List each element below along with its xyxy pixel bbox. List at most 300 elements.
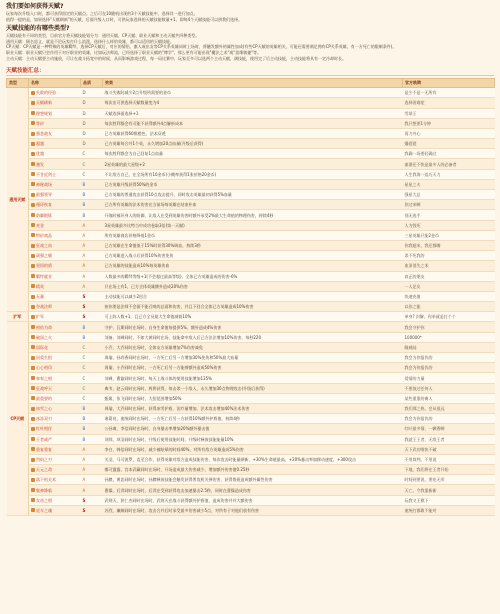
talent-name-text: 精英: [36, 283, 44, 289]
cell-talent-name: [29, 220, 81, 230]
table-row: [7, 342, 495, 352]
cell-sign: 我确一场要轻确过: [403, 149, 495, 159]
talent-name-text: 不甘近剑士: [36, 171, 56, 177]
cell-talent-name: [29, 444, 81, 454]
cell-effect: 只在场上有1，已方全体英雄额外造成20%伤害: [103, 281, 403, 291]
cell-effect: 关羽，马可波罗，直至合作，获得英雄对敌方造成技能伤害，每次攻击时能量刷新，+30%生命值最高，+20%暴击率加移动速度，+300攻击: [103, 454, 403, 464]
cell-sign: 天亡。令我重新新: [403, 485, 495, 495]
cell-sign: 玩我又王棋下: [403, 495, 495, 505]
talent-icon: [31, 233, 35, 237]
table-row: [7, 505, 495, 515]
cell-talent-name: [29, 383, 81, 393]
cell-talent-name: [29, 291, 81, 301]
cell-grade: A: [81, 444, 103, 454]
cell-effect: 已方英雄的普通攻击获得10点攻击提升，同时攻击英雄最初获得5%血量: [103, 190, 403, 200]
cell-grade: B: [81, 424, 103, 434]
cell-sign: 我会为你报仇的: [403, 363, 495, 373]
cell-effect: 已方英雄升级获得50%的金币: [103, 179, 403, 189]
talent-name-text: 虎车之魂: [36, 507, 52, 513]
cell-type: 扩军: [7, 312, 29, 322]
cell-grade: B: [81, 414, 103, 424]
cell-grade: A: [81, 251, 103, 261]
cell-effect: 人数最多的羁绊等级+1(不会超过最高等级)，全体已方英雄造成的伤害-6%: [103, 271, 403, 281]
talent-icon: [31, 162, 35, 166]
cell-talent-name: [29, 98, 81, 108]
talent-name-text: 相依为命: [36, 324, 52, 330]
cell-talent-name: [29, 454, 81, 464]
table-row: [7, 465, 495, 475]
cell-effect: 可上阵人数+1，且已方全员最大生命值减低10%: [103, 312, 403, 322]
talent-name-text: 狂战呼天: [36, 385, 52, 391]
talent-name-text: 循环恢复: [36, 202, 52, 208]
cell-sign: 天下武功唯快不破: [403, 444, 495, 454]
cell-effect: 按你要是法师不会面不能召唤的总面和伤害，并且下回合全体已方英雄造成10%伤害: [103, 302, 403, 312]
talent-icon: [31, 223, 35, 227]
cell-talent-name: [29, 149, 81, 159]
cell-sign: 爆裂裂: [403, 139, 495, 149]
talent-name-text: 最强领导: [36, 192, 52, 198]
cell-talent-name: [29, 159, 81, 169]
table-header-row: [7, 79, 495, 88]
cell-type: 通用天赋: [7, 88, 29, 312]
cell-talent-name: [29, 139, 81, 149]
talent-icon: [31, 396, 35, 400]
cell-grade: B: [81, 403, 103, 413]
talent-name-text: 夺战法师: [36, 304, 52, 310]
table-row: [7, 302, 495, 312]
cell-talent-name: [29, 424, 81, 434]
cell-sign: 我就王王者，无敌王者: [403, 434, 495, 444]
talent-name-text: 优越: [36, 151, 44, 157]
table-row: [7, 108, 495, 118]
talent-icon: [31, 478, 35, 482]
cell-effect: 周瑜，大乔同时在场时，获得冰雪护盾，治疗量增加，法术攻击增加40%法术伤害: [103, 403, 403, 413]
table-row: [7, 383, 495, 393]
cell-grade: A: [81, 240, 103, 250]
cell-sign: 星星之火: [403, 179, 495, 189]
table-row: [7, 128, 495, 138]
cell-effect: 天赋选择面选择+1: [103, 108, 403, 118]
cell-talent-name: [29, 403, 81, 413]
cell-sign: 下地，我们将在王者开始: [403, 465, 495, 475]
table-row: [7, 485, 495, 495]
talent-name-text: 落下机关术: [36, 477, 56, 483]
table-row: [7, 322, 495, 332]
talent-name-text: 天元之命: [36, 467, 52, 473]
talent-icon: [31, 284, 35, 288]
cell-grade: B: [81, 179, 103, 189]
talent-icon: [31, 356, 35, 360]
talent-name-text: 特价商品: [36, 232, 52, 238]
q2-title: 天赋技能的有哪些类型?: [6, 25, 70, 33]
cell-effect: 公孙离，李信同时在场时，自身暴击率增加20%额外暴击值: [103, 424, 403, 434]
talent-icon: [31, 203, 35, 207]
talent-icon: [31, 172, 35, 176]
cell-effect: 娜可露露，宫本武藏同时在场时，开场造成最大伤害减少，增加额外伤害值0.25秒: [103, 465, 403, 475]
talent-icon: [31, 121, 35, 125]
cell-grade: A: [81, 271, 103, 281]
table-row: [7, 261, 495, 271]
q1-line: 玩家每次升级入口时，都可获得固定的天赋点。之后可在10随机出现的3个天赋技能中，选择其一进行加点。: [6, 11, 198, 16]
talent-name-text: 坚固的盾: [36, 263, 52, 269]
q2-line: 主动天赋：主动天赋要主动施放，可让在战斗拓宽中的时候，从而影响游戏过程，每一局比赛中，玩家至多可以选两个主动天赋，满技能，使用完了后主动技能，主动技能将具有一定冷却时长。: [6, 55, 346, 61]
talent-name-text: 理想规划: [36, 110, 52, 116]
talent-icon: [31, 508, 35, 512]
col-header-sign: 官方轶稗: [403, 79, 495, 88]
cell-grade: A: [81, 465, 103, 475]
cell-sign: 一人足矣: [403, 281, 495, 291]
cell-sign: 真正的朋友: [403, 271, 495, 281]
cell-grade: A: [81, 230, 103, 240]
cell-sign: 某些重重的离人: [403, 393, 495, 403]
talent-name-text: 最重要的: [36, 395, 52, 401]
table-row: [7, 88, 495, 98]
cell-sign: 杀不死我的: [403, 251, 495, 261]
table-row: [7, 98, 495, 108]
talent-name-text: 冰冻双刃: [36, 416, 52, 422]
intro-section: [0, 0, 500, 61]
table-row: [7, 403, 495, 413]
cell-talent-name: [29, 190, 81, 200]
cell-sign: 眼观陆: [403, 342, 495, 352]
cell-sign: 爱情的力量: [403, 373, 495, 383]
cell-type: CP天赋: [7, 322, 29, 516]
talent-name-text: 破国之火: [36, 334, 52, 340]
cell-grade: D: [81, 88, 103, 98]
cell-sign: 我只想要1分钟: [403, 118, 495, 128]
table-row: [7, 251, 495, 261]
cell-talent-name: [29, 485, 81, 495]
table-row: [7, 230, 495, 240]
cell-effect: 刘禅，曹叡同时在场时，每天上战斗体的使用技能增加135%: [103, 373, 403, 383]
cell-effect: 已方英雄获得60维橙色，法术穿透: [103, 128, 403, 138]
table-row: [7, 495, 495, 505]
cell-talent-name: [29, 261, 81, 271]
cell-sign: 不要放过任何人: [403, 383, 495, 393]
cell-sign: 单身? 封解，你单就是打个个: [403, 312, 495, 322]
cell-effect: 每次胜利都会有可能不获得额外4点解析成本: [103, 118, 403, 128]
col-header-grade: 品质: [81, 79, 103, 88]
talent-name-text: 天赋刷新: [36, 100, 52, 106]
q2-line: 通用天赋：顾名思义，就是不论玩家打什么流派，选择什么样的英雄，都可以适用的天赋技能。: [6, 38, 174, 44]
cell-talent-name: [29, 179, 81, 189]
cell-effect: 曹操，后羿同时在场时，后羿在受到获得攻击加速暴击2.5秒，同时在曹操造成伤害: [103, 485, 403, 495]
talent-icon: [31, 111, 35, 115]
cell-grade: B: [81, 322, 103, 332]
cell-effect: 已方所有英雄的法术伤害在当前场每英雄在结束补血: [103, 200, 403, 210]
cell-grade: C: [81, 373, 103, 383]
cell-talent-name: [29, 200, 81, 210]
table-row: [7, 291, 495, 301]
cell-grade: A: [81, 261, 103, 271]
cell-sign: 别无选手: [403, 210, 495, 220]
table-row: [7, 179, 495, 189]
cell-talent-name: [29, 363, 81, 373]
talent-name-text: 扩军: [36, 314, 44, 320]
table-row: [7, 190, 495, 200]
cell-grade: C: [81, 393, 103, 403]
cell-grade: A: [81, 485, 103, 495]
cell-talent-name: [29, 322, 81, 332]
talent-table: [6, 78, 495, 516]
cell-talent-name: [29, 230, 81, 240]
cell-sign: 我们那之热，会从很远: [403, 403, 495, 413]
table-row: [7, 475, 495, 485]
cell-grade: A: [81, 454, 103, 464]
q2-line: CP天赋：CP天赋是一种特殊的英雄羁绊，选择CP天赋后，对应的情侣、旗人或出友等CP关系英雄同时上场时，将触发额外的属性加成(有些CP天赋的英雄相关，可能还需要满足拥有CP关系英雄，有一方死亡的限制条件)。: [6, 44, 397, 50]
table-row: [7, 281, 495, 291]
cell-sign: 人为钱死: [403, 220, 495, 230]
cell-talent-name: [29, 393, 81, 403]
table-row: [7, 312, 495, 322]
cell-effect: 苏烈，廉颇同时在场时，攻击合并后时承受最多伤害减少5点，对所有于对他们放有伤害: [103, 505, 403, 515]
cell-grade: A: [81, 220, 103, 230]
cell-sign: 再力外心: [403, 128, 495, 138]
table-row: [7, 434, 495, 444]
table-row: [7, 332, 495, 342]
talent-icon: [31, 254, 35, 258]
cell-sign: 时间到要说，要花无形: [403, 475, 495, 485]
talent-icon: [31, 335, 35, 339]
col-header-name: 名称: [29, 79, 81, 88]
cell-effect: 已方英雄的技能造成10%每英雄伤血: [103, 261, 403, 271]
cell-effect: 每次出可供选择天赋数量变为4: [103, 98, 403, 108]
cell-grade: D: [81, 118, 103, 128]
table-row: [7, 393, 495, 403]
cell-effect: 李白，韩信同时在场时，减少被眩晕的时间40%，对所有敌方英雄造成5%伤害: [103, 444, 403, 454]
cell-effect: 刘备，刘禅同时，不如大黄同时在场，技能命中敌人后已方法法增加10%伤害，每秒220: [103, 332, 403, 342]
talent-name-text: 重复重复: [36, 446, 52, 452]
talent-icon: [31, 132, 35, 136]
cell-grade: D: [81, 108, 103, 118]
talent-name-text: 激发: [36, 161, 44, 167]
cell-sign: 是少不是一无所有: [403, 88, 495, 98]
q1-line: 值得一提的是，如果选择"天赋刷新"的天赋，后面升级入口时，可供玩家选择的天赋技能数量+1，即每4个天赋技能可以供我们选择。: [6, 16, 243, 22]
cell-grade: B: [81, 434, 103, 444]
cell-sign: 以你之能: [403, 302, 495, 312]
talent-name-text: 狂战之血: [36, 243, 52, 249]
cell-grade: C: [81, 363, 103, 373]
cell-sign: 血条消失之术: [403, 261, 495, 271]
talent-icon: [31, 264, 35, 268]
cell-effect: 武则天，狄仁杰同时在场时，武则天在战斗获得额外护盾值，造成伤害并并大额伤害: [103, 495, 403, 505]
talent-icon: [31, 274, 35, 278]
table-row: [7, 353, 495, 363]
cell-sign: 100000*: [403, 332, 495, 342]
cell-sign: 我会守护你: [403, 322, 495, 332]
cell-effect: 已方英雄在生命值低于15%时获得30%吸血，持续3秒: [103, 240, 403, 250]
talent-icon: [31, 182, 35, 186]
cell-sign: 不用裁判，不用说: [403, 454, 495, 464]
cell-sign: 人生我海一直巧天力: [403, 169, 495, 179]
table-row: [7, 444, 495, 454]
cell-talent-name: [29, 88, 81, 98]
talent-icon: [31, 407, 35, 411]
col-header-effect: 效果: [103, 79, 403, 88]
cell-talent-name: [29, 465, 81, 475]
cell-talent-name: [29, 332, 81, 342]
talent-icon: [31, 152, 35, 156]
table-row: [7, 373, 495, 383]
talent-icon: [31, 376, 35, 380]
table-row: [7, 424, 495, 434]
cell-grade: C: [81, 353, 103, 363]
cell-talent-name: [29, 108, 81, 118]
talent-name-text: 红叶相伴: [36, 426, 52, 432]
cell-talent-name: [29, 128, 81, 138]
talent-name-text: 等价: [36, 120, 44, 126]
cell-talent-name: [29, 240, 81, 250]
cell-grade: B: [81, 200, 103, 210]
talent-name-text: 心心相印: [36, 365, 52, 371]
table-row: [7, 139, 495, 149]
talent-name-text: 无量: [36, 294, 44, 299]
cell-talent-name: [29, 169, 81, 179]
talent-name-text: 羁绊就业: [36, 273, 52, 279]
cell-grade: B: [81, 210, 103, 220]
talent-name-text: 烈焰之刃: [36, 457, 52, 462]
talent-icon: [31, 213, 35, 217]
cell-sign: 选择困难症: [403, 98, 495, 108]
cell-talent-name: [29, 414, 81, 424]
talent-icon: [31, 305, 35, 309]
talent-icon: [31, 101, 35, 105]
talent-icon: [31, 142, 35, 146]
talent-icon: [31, 295, 35, 299]
talent-icon: [31, 468, 35, 472]
cell-effect: 每次胜利都会为自己回复1点血量: [103, 149, 403, 159]
cell-effect: 不让敌方自己，在全场所有10金币(小概率获得1张价格20金币): [103, 169, 403, 179]
cell-grade: S: [81, 505, 103, 515]
talent-name-text: 奉奉之相: [36, 375, 52, 381]
table-row: [7, 271, 495, 281]
cell-talent-name: [29, 475, 81, 485]
talent-icon: [31, 437, 35, 441]
talent-icon: [31, 193, 35, 197]
table-row: [7, 159, 495, 169]
cell-sign: 庞统打都敢不能对: [403, 505, 495, 515]
cell-grade: S: [81, 312, 103, 322]
cell-effect: 所有英雄商店价格降低1金币: [103, 230, 403, 240]
q2-line: 天赋技能有不同的类型，目前官方将天赋技能划分为：通用天赋、CP天赋、职业天赋和主动天赋共四种类型。: [6, 33, 200, 39]
cell-talent-name: [29, 505, 81, 515]
table-row: [7, 210, 495, 220]
cell-grade: S: [81, 302, 103, 312]
cell-talent-name: [29, 302, 81, 312]
cell-talent-name: [29, 342, 81, 352]
talent-icon: [31, 427, 35, 431]
talent-icon: [31, 91, 35, 95]
cell-effect: 主动技能可以减少2回合: [103, 291, 403, 301]
cell-talent-name: [29, 251, 81, 261]
cell-effect: 周瑜，小乔同时在场时，一方死亡后另一方能够额外造成50%伤害: [103, 363, 403, 373]
table-row: [7, 240, 495, 250]
cell-talent-name: [29, 373, 81, 383]
section-title: 天赋技能汇总：: [6, 66, 494, 76]
cell-grade: C: [81, 149, 103, 159]
cell-talent-name: [29, 495, 81, 505]
talent-icon: [31, 447, 35, 451]
talent-name-text: 集神降临: [36, 487, 52, 493]
cell-sign: 红叶最多情，一颗香啊: [403, 424, 495, 434]
cell-effect: 3星英雄最多比特当中成功卷取3倍(第一天赋): [103, 220, 403, 230]
table-row: [7, 149, 495, 159]
cell-effect: 战斗失败时减少2点升级所需要的金币: [103, 88, 403, 98]
cell-grade: C: [81, 169, 103, 179]
talent-name-text: 因爱生恨: [36, 355, 52, 361]
cell-grade: A: [81, 281, 103, 291]
cell-grade: C: [81, 342, 103, 352]
talent-icon: [31, 498, 35, 502]
cell-effect: 2星英雄的最大星级+2: [103, 159, 403, 169]
talent-name-text: 冰雪之心: [36, 406, 52, 412]
cell-sign: 崩溃还不快是最多人的必备者: [403, 159, 495, 169]
cell-effect: 周瑜，孙尚香同时在场时，一方死亡后另一方增加30%免伤和50%最大血量: [103, 353, 403, 363]
cell-effect: 刘邦，项羽同时在场时，升级后使用技能时间，升级时释放技能能量10%: [103, 434, 403, 444]
cell-grade: A: [81, 475, 103, 485]
table-row: [7, 169, 495, 179]
cell-sign: 我会为你报仇的: [403, 414, 495, 424]
talent-icon: [31, 458, 35, 462]
cell-effect: 已方英雄进入战斗后获得10%伤害免伤: [103, 251, 403, 261]
q2-line: 职业天赋：职业天赋只会作用于对应职业的英雄，比如玩法师流，已经选择了职业天赋的"博学"，那么更有可能出现"魔法之术"或"思维敏捷"等。: [6, 49, 262, 55]
cell-grade: D: [81, 139, 103, 149]
cell-sign: 雪球王: [403, 108, 495, 118]
talent-name-text: 女帝之相: [36, 497, 52, 503]
talent-name-text: 王者威严: [36, 436, 52, 442]
cell-effect: 小乔，大乔同时在场时，全体友方英雄增加7%伤害减免: [103, 342, 403, 352]
talent-name-text: 神秘战场: [36, 181, 52, 187]
talent-name-text: 超越: [36, 141, 44, 147]
cell-effect: 孙膑，黄忠同时在场时，孙膑释放技能会触发获得普攻机关弹伤害，获得鲁班造成额外属性伤害: [103, 475, 403, 485]
talent-icon: [31, 244, 35, 248]
table-row: [7, 454, 495, 464]
cell-sign: 我会为你报仇的: [403, 353, 495, 363]
cell-effect: 守护，瓦斯同时在场时，自身生命值每提供5%，额外造成4%伤害: [103, 322, 403, 332]
talent-name-text: 强悲战友: [36, 131, 52, 136]
talent-icon: [31, 325, 35, 329]
talent-table-body: [7, 88, 495, 516]
cell-grade: C: [81, 159, 103, 169]
table-row: [7, 200, 495, 210]
table-row: [7, 363, 495, 373]
talent-icon: [31, 417, 35, 421]
talent-name-text: 失败的经验: [36, 90, 56, 96]
talent-icon: [31, 315, 35, 319]
cell-effect: 甄姬，张飞同时在场时，大招范围增加50%: [103, 393, 403, 403]
cell-grade: D: [81, 128, 103, 138]
talent-icon: [31, 386, 35, 390]
cell-grade: C: [81, 383, 103, 393]
table-row: [7, 118, 495, 128]
talent-name-text: 防御锻炼: [36, 212, 52, 218]
cell-grade: S: [81, 291, 103, 301]
cell-talent-name: [29, 353, 81, 363]
cell-grade: B: [81, 332, 103, 342]
col-header-type: 类型: [7, 79, 29, 88]
cell-talent-name: [29, 312, 81, 322]
cell-effect: 典韦，赵云同时在场时，两将获得，每击杀一个敌人，永久增加30点物理攻击(升级后获得): [103, 383, 403, 393]
cell-grade: D: [81, 98, 103, 108]
cell-sign: 三星英雄只能2金币: [403, 230, 495, 240]
cell-talent-name: [29, 271, 81, 281]
cell-talent-name: [29, 434, 81, 444]
cell-effect: 已方英雄每合并1个英，永久增加20点血量(升级后获得): [103, 139, 403, 149]
cell-grade: S: [81, 495, 103, 505]
table-row: [7, 414, 495, 424]
table-row: [7, 220, 495, 230]
talent-name-text: 麦金: [36, 222, 44, 228]
